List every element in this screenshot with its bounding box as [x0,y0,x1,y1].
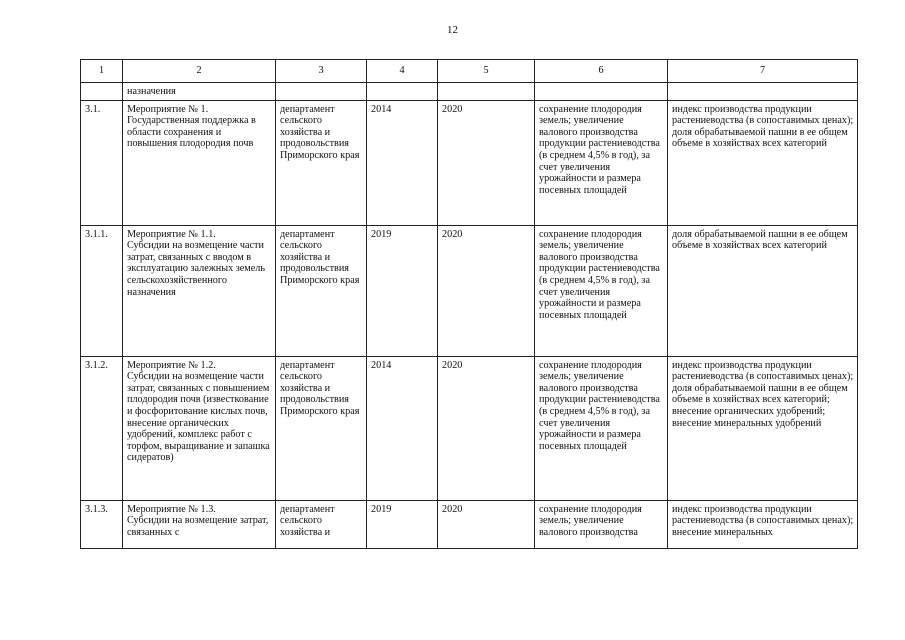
activity-cell [123,100,276,225]
activity-text: Мероприятие № 1. Государственная поддержка в области сохранения и повышения плодородия почв [127,103,256,150]
table-row [81,356,858,500]
end-year-cell: 2020 [438,225,535,356]
activity-text: Мероприятие № 1.3. Субсидии на возмещение затрат, связанных с [127,503,269,538]
result-cell: сохранение плодородия земель; увеличение валового производства продукции растениеводства (в среднем 4,5% в год), за счет увеличения урожайности и размера посевных площадей [535,356,668,500]
indicator-cell: доля обрабатываемой пашни в ее общем объеме в хозяйствах всех категорий [668,225,858,356]
executor-cell: департамент сельского хозяйства и продовольствия Приморского края [276,356,367,500]
start-year-cell: 2014 [367,100,438,225]
header-col-4: 4 [367,60,438,83]
cont-cell-5 [438,83,535,101]
activity-cell [123,356,276,500]
executor-cell: департамент сельского хозяйства и продовольствия Приморского края [276,225,367,356]
header-col-7: 7 [668,60,858,83]
executor-cell: департамент сельского хозяйства и продовольствия Приморского края [276,100,367,225]
cont-cell-2: назначения [123,83,276,101]
result-cell: сохранение плодородия земель; увеличение валового производства продукции растениеводства (в среднем 4,5% в год), за счет увеличения урожайности и размера посевных площадей [535,225,668,356]
activity-cell [123,500,276,548]
indicator-cell: индекс производства продукции растениеводства (в сопоставимых ценах); внесение минеральных [668,500,858,548]
header-col-1: 1 [81,60,123,83]
result-cell: сохранение плодородия земель; увеличение валового производства продукции растениеводства (в среднем 4,5% в год), за счет увеличения урожайности и размера посевных площадей [535,100,668,225]
activity-text: Мероприятие № 1.1. Субсидии на возмещение части затрат, связанных с вводом в эксплуатацию залежных земель сельскохозяйственного назначения [127,228,265,298]
cont-cell-3 [276,83,367,101]
end-year-cell: 2020 [438,500,535,548]
indicator-cell: индекс производства продукции растениеводства (в сопоставимых ценах); доля обрабатываемой пашни в ее общем объеме в хозяйствах всех категорий; внесение органических удобрений; внесение минеральных удобрений [668,356,858,500]
result-cell: сохранение плодородия земель; увеличение валового производства [535,500,668,548]
start-year-cell: 2019 [367,225,438,356]
header-col-6: 6 [535,60,668,83]
start-year-cell: 2014 [367,356,438,500]
header-row [81,60,858,83]
table-row [81,225,858,356]
indicator-cell: индекс производства продукции растениеводства (в сопоставимых ценах); доля обрабатываемой пашни в ее общем объеме в хозяйствах всех категорий [668,100,858,225]
cont-cell-6 [535,83,668,101]
row-number: 3.1.1. [81,225,123,356]
cont-cell-1 [81,83,123,101]
activity-cell [123,225,276,356]
continuation-row [81,83,858,101]
table-row [81,500,858,548]
cont-cell-4 [367,83,438,101]
end-year-cell: 2020 [438,356,535,500]
start-year-cell: 2019 [367,500,438,548]
executor-cell: департамент сельского хозяйства и [276,500,367,548]
row-number: 3.1. [81,100,123,225]
table-row [81,100,858,225]
row-number: 3.1.3. [81,500,123,548]
header-col-5: 5 [438,60,535,83]
header-col-3: 3 [276,60,367,83]
measures-table [80,59,858,549]
cont-cell-7 [668,83,858,101]
activity-text: Мероприятие № 1.2. Субсидии на возмещение части затрат, связанных с повышением плодородия почв (известкование и фосфоритование кислых почв, внесение органических удобрений, комплекс работ с торфом, выращивание и запашка сидератов) [127,359,270,464]
page-number: 12 [447,24,458,36]
end-year-cell: 2020 [438,100,535,225]
row-number: 3.1.2. [81,356,123,500]
header-col-2: 2 [123,60,276,83]
